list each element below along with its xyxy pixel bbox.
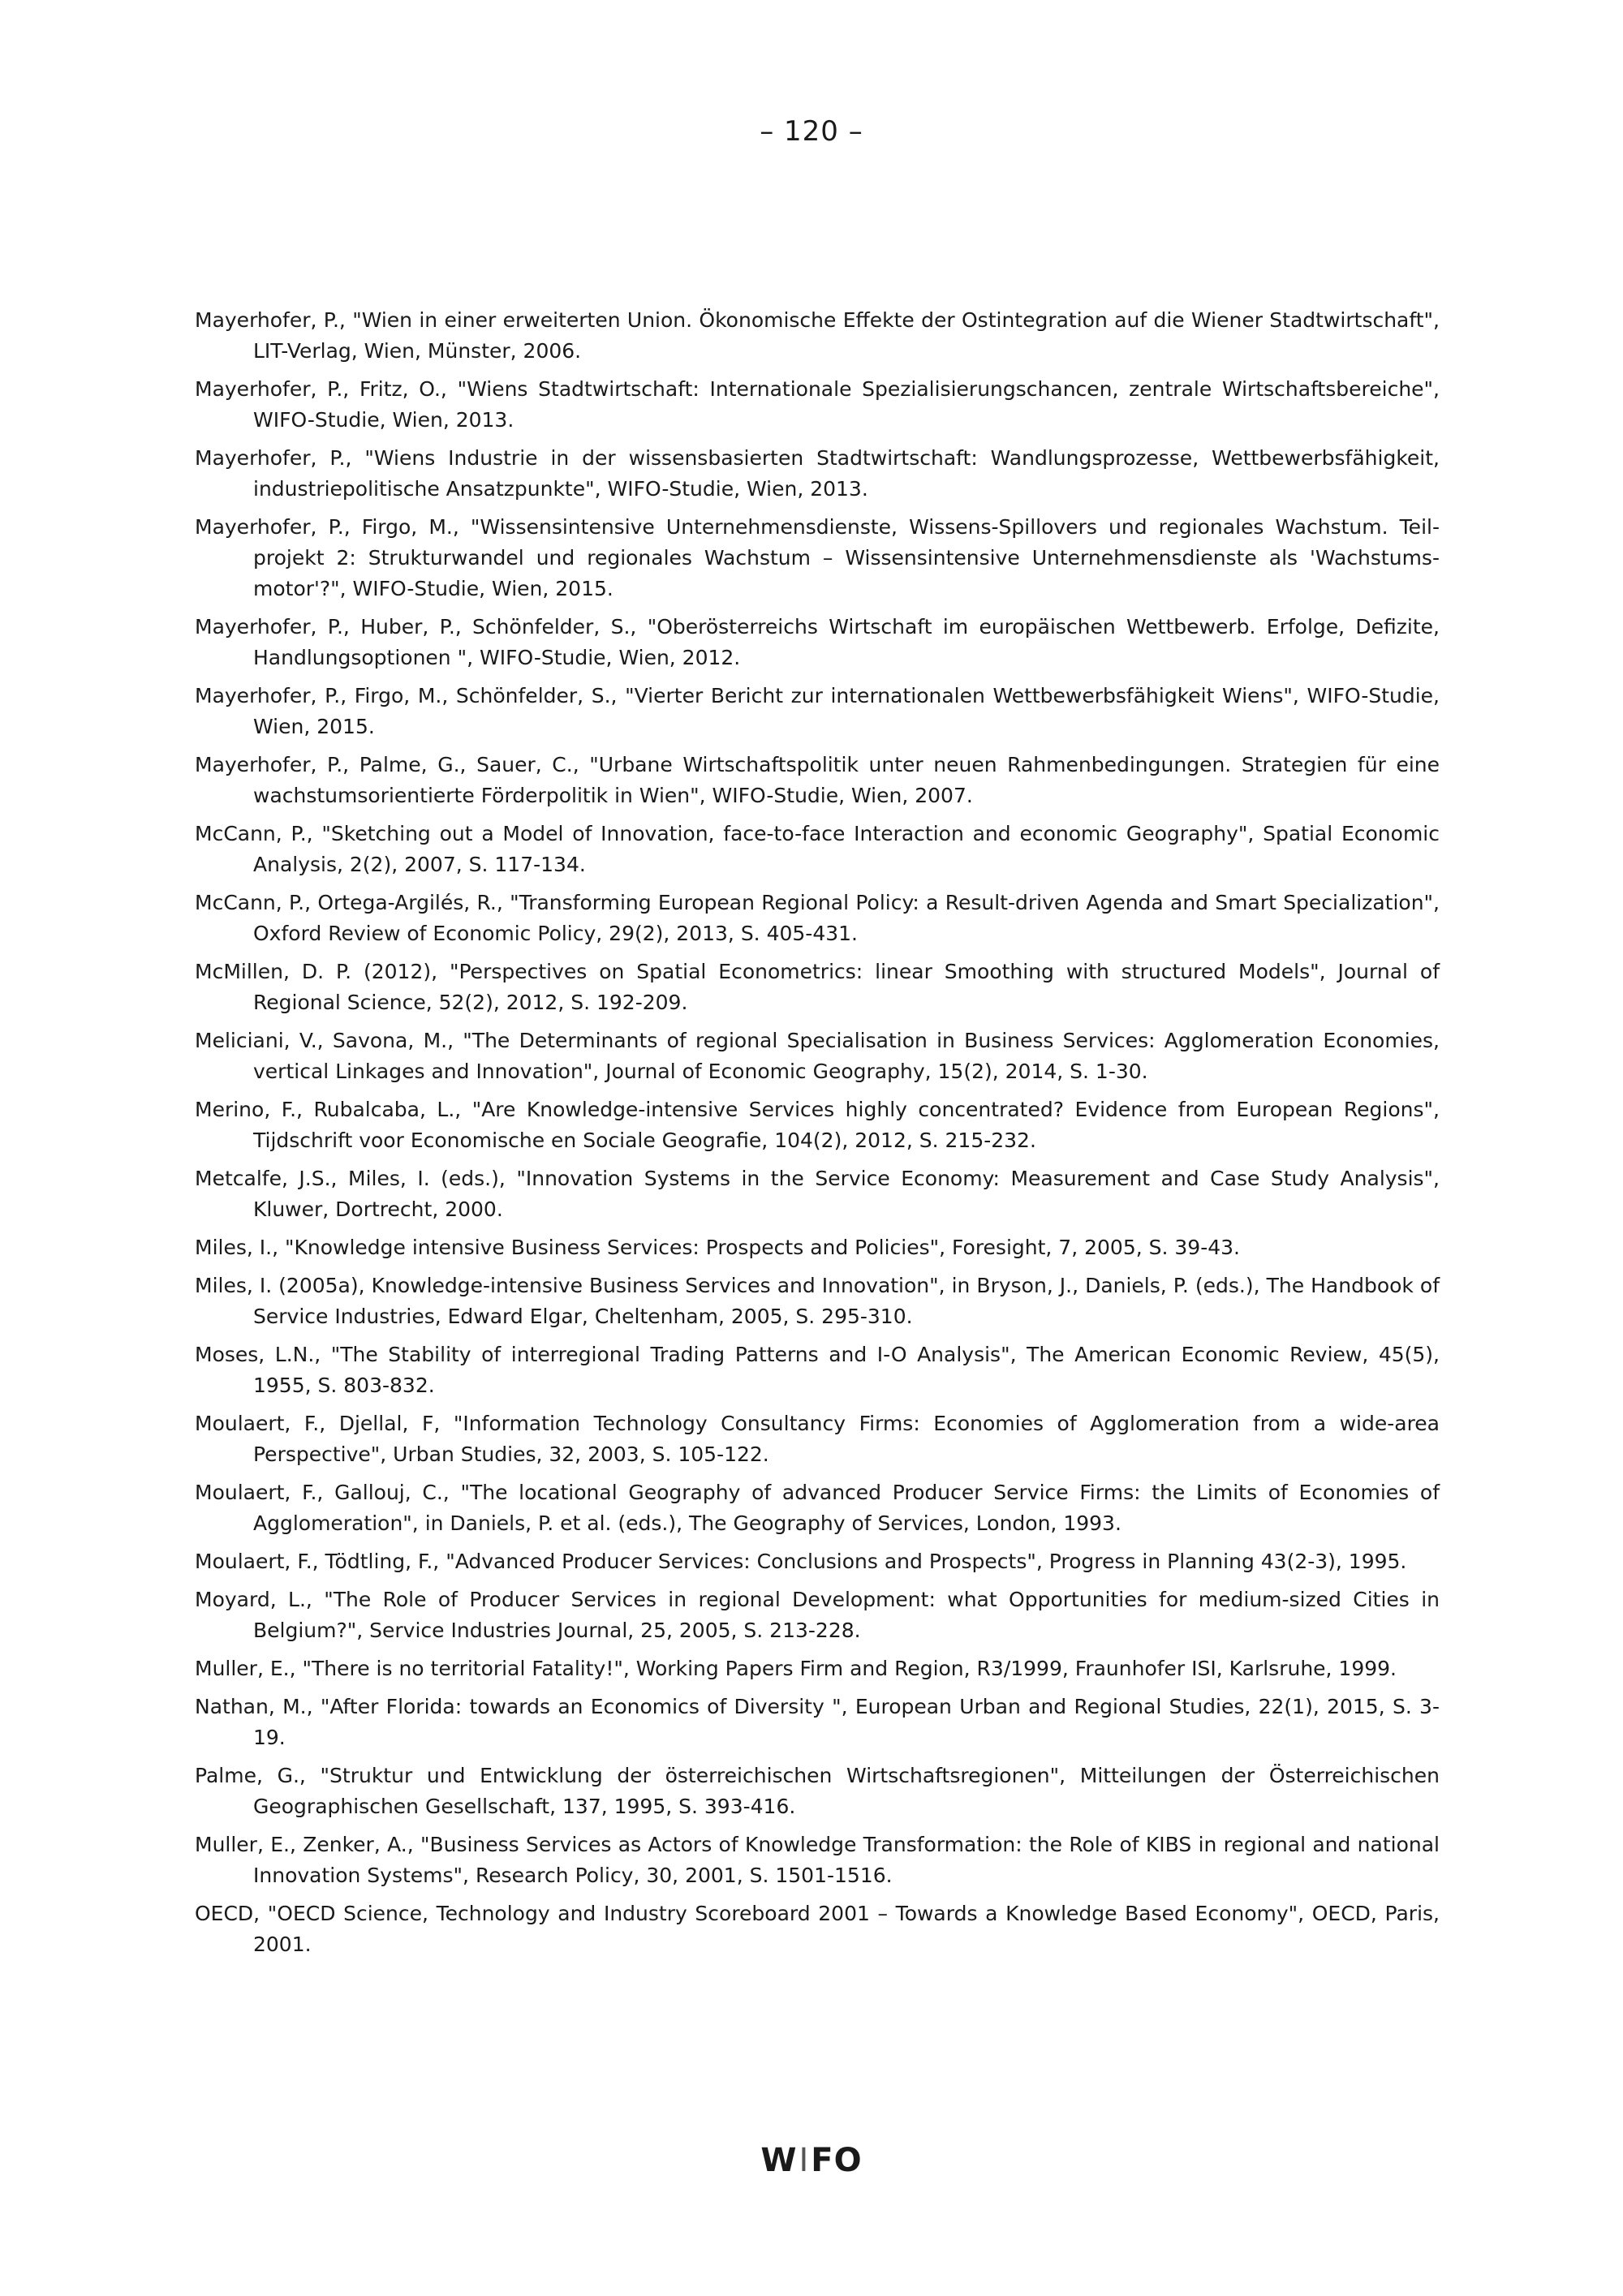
reference-entry: McCann, P., "Sketching out a Model of Innovation, face-to-face Interaction and economic Geography", Spatial Economic Analysis, 2(2), 2007, S. 117-134.	[195, 822, 1440, 876]
reference-entry: Muller, E., "There is no territorial Fatality!", Working Papers Firm and Region, R3/1999, Fraunhofer ISI, Karlsruhe, 1999.	[195, 1657, 1397, 1680]
reference-entry: Moulaert, F., Djellal, F, "Information Technology Consultancy Firms: Economies of Agglomeration from a wide-area Perspective", Urban Studies, 32, 2003, S. 105-122.	[195, 1412, 1440, 1466]
reference-entry: Moyard, L., "The Role of Producer Services in regional Development: what Opportunities for medium-sized Cities in Belgium?", Service Industries Journal, 25, 2005, S. 213-228.	[195, 1588, 1440, 1642]
logo-part-fo: FO	[811, 2142, 863, 2179]
reference-entry: Mayerhofer, P., Huber, P., Schönfelder, S., "Oberösterreichs Wirtschaft im europäischen Wettbewerb. Erfolge, Defizite, Handlungsoptionen ", WIFO-Studie, Wien, 2012.	[195, 615, 1440, 669]
reference-entry: Muller, E., Zenker, A., "Business Services as Actors of Knowledge Transformation: the Role of KIBS in regional and national Innovation Systems", Research Policy, 30, 2001, S. 1501-1516.	[195, 1833, 1440, 1887]
reference-entry: Mayerhofer, P., "Wien in einer erweiterten Union. Ökonomische Effekte der Ostintegration auf die Wiener Stadtwirtschaft", LIT-Verlag, Wien, Münster, 2006.	[195, 308, 1440, 363]
reference-entry: Mayerhofer, P., Firgo, M., Schönfelder, S., "Vierter Bericht zur internationalen Wettbewerbsfähigkeit Wiens", WIFO-Studie, Wien, 2015.	[195, 684, 1440, 738]
logo-part-bar: I	[799, 2142, 810, 2179]
reference-entry: Mayerhofer, P., "Wiens Industrie in der wissensbasierten Stadtwirtschaft: Wandlungsprozesse, Wettbewerbsfähigkeit, industriepolitische Ansatzpunkte", WIFO-Studie, Wien, 2013.	[195, 446, 1440, 501]
reference-entry: Metcalfe, J.S., Miles, I. (eds.), "Innovation Systems in the Service Economy: Measurement and Case Study Analysis", Kluwer, Dortrecht, 2000.	[195, 1167, 1440, 1221]
reference-entry: Merino, F., Rubalcaba, L., "Are Knowledge-intensive Services highly concentrated? Evidence from European Regions", Tijdschrift voor Economische en Sociale Geografie, 104(2), 2012, S. 215-232.	[195, 1098, 1440, 1152]
reference-entry: Mayerhofer, P., Fritz, O., "Wiens Stadtwirtschaft: Internationale Spezialisierungschancen, zentrale Wirtschaftsbereiche", WIFO-Studie, Wien, 2013.	[195, 377, 1440, 432]
reference-entry: Moulaert, F., Tödtling, F., "Advanced Producer Services: Conclusions and Prospects", Progress in Planning 43(2-3), 1995.	[195, 1550, 1407, 1573]
reference-entry: Mayerhofer, P., Firgo, M., "Wissensintensive Unternehmensdienste, Wissens-Spillovers und regionales Wachstum. Teilprojekt 2: Strukturwandel und regionales Wachstum – Wissensintensive Unternehmensdienste als 'Wachstumsmotor'?", WIFO-Studie, Wien, 2015.	[195, 515, 1440, 600]
page-number: – 120 –	[760, 115, 863, 148]
reference-entry: Miles, I., "Knowledge intensive Business Services: Prospects and Policies", Foresight, 7, 2005, S. 39-43.	[195, 1236, 1240, 1259]
logo-part-w: W	[760, 2142, 798, 2179]
reference-list	[195, 305, 1440, 1967]
reference-entry: McCann, P., Ortega-Argilés, R., "Transforming European Regional Policy: a Result-driven Agenda and Smart Specialization", Oxford Review of Economic Policy, 29(2), 2013, S. 405-431.	[195, 891, 1440, 945]
reference-entry: Nathan, M., "After Florida: towards an Economics of Diversity ", European Urban and Regional Studies, 22(1), 2015, S. 3-19.	[195, 1695, 1440, 1749]
reference-entry: Moulaert, F., Gallouj, C., "The locational Geography of advanced Producer Service Firms: the Limits of Economies of Agglomeration", in Daniels, P. et al. (eds.), The Geography of Services, London, 1993.	[195, 1481, 1440, 1535]
wifo-logo	[0, 2142, 1623, 2179]
reference-entry: Miles, I. (2005a), Knowledge-intensive Business Services and Innovation", in Bryson, J., Daniels, P. (eds.), The Handbook of Service Industries, Edward Elgar, Cheltenham, 2005, S. 295-310.	[195, 1274, 1440, 1328]
reference-entry: OECD, "OECD Science, Technology and Industry Scoreboard 2001 – Towards a Knowledge Based Economy", OECD, Paris, 2001.	[195, 1902, 1440, 1956]
reference-entry: Meliciani, V., Savona, M., "The Determinants of regional Specialisation in Business Services: Agglomeration Economies, vertical Linkages and Innovation", Journal of Economic Geography, 15(2), 2014, S. 1-30.	[195, 1029, 1440, 1083]
reference-entry: Palme, G., "Struktur und Entwicklung der österreichischen Wirtschaftsregionen", Mitteilungen der Österreichischen Geographischen Gesellschaft, 137, 1995, S. 393-416.	[195, 1764, 1440, 1818]
reference-entry: McMillen, D. P. (2012), "Perspectives on Spatial Econometrics: linear Smoothing with structured Models", Journal of Regional Science, 52(2), 2012, S. 192-209.	[195, 960, 1440, 1014]
reference-entry: Moses, L.N., "The Stability of interregional Trading Patterns and I-O Analysis", The American Economic Review, 45(5), 1955, S. 803-832.	[195, 1343, 1440, 1397]
reference-entry: Mayerhofer, P., Palme, G., Sauer, C., "Urbane Wirtschaftspolitik unter neuen Rahmenbedingungen. Strategien für eine wachstumsorientierte Förderpolitik in Wien", WIFO-Studie, Wien, 2007.	[195, 753, 1440, 807]
